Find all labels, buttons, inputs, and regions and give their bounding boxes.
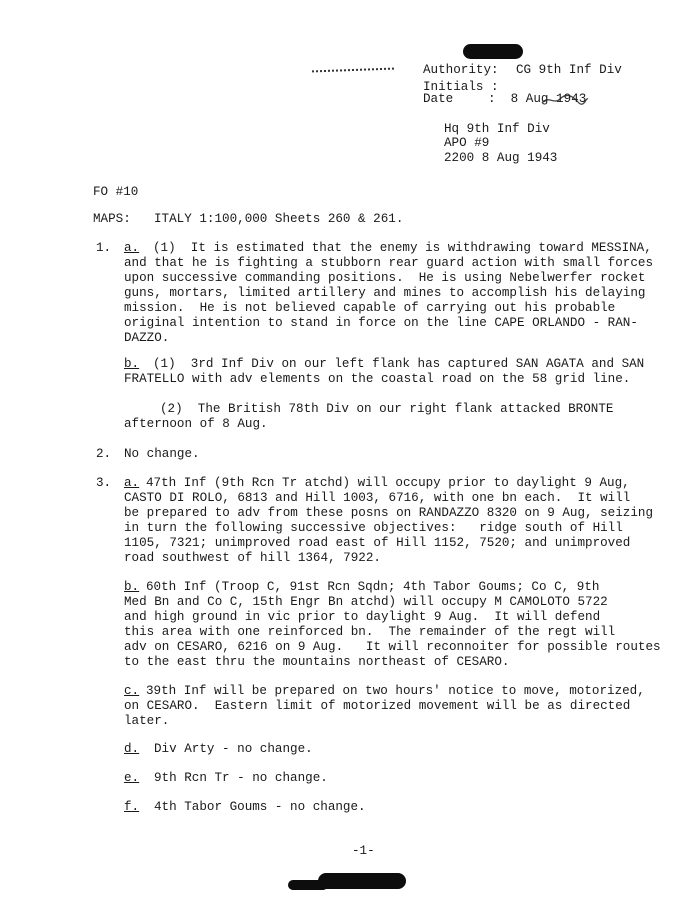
para-3-number: 3. <box>96 476 112 490</box>
para-1a-letter: a. <box>124 241 140 255</box>
para-1b2-line: (2) The British 78th Div on our right flank attacked BRONTE <box>160 402 614 416</box>
authority-label: Authority: <box>423 63 499 77</box>
para-3c-line: on CESARO. Eastern limit of motorized movement will be as directed <box>124 699 631 713</box>
para-3b-line: to the east thru the mountains northeast of CESARO. <box>124 655 510 669</box>
authority-value: CG 9th Inf Div <box>516 63 622 77</box>
para-3b-line: Med Bn and Co C, 15th Engr Bn atchd) will occupy M CAMOLOTO 5722 <box>124 595 608 609</box>
redaction-mark-top <box>463 44 523 59</box>
initials-label: Initials : <box>423 80 499 94</box>
para-1a-line: upon successive commanding positions. He is using Nebelwerfer rocket <box>124 271 646 285</box>
para-3a-line: 1105, 7321; unimproved road east of Hill 1152, 7520; and unimproved <box>124 536 631 550</box>
para-1a-line: DAZZO. <box>124 331 170 345</box>
para-3d-text: Div Arty - no change. <box>154 742 313 756</box>
para-3c-letter: c. <box>124 684 140 698</box>
hq-line-1: Hq 9th Inf Div <box>444 122 550 136</box>
para-3a-line: CASTO DI ROLO, 6813 and Hill 1003, 6716, with one bn each. It will <box>124 491 631 505</box>
date-label: Date <box>423 92 454 106</box>
para-3f-text: 4th Tabor Goums - no change. <box>154 800 366 814</box>
para-1b-line: (1) 3rd Inf Div on our left flank has captured SAN AGATA and SAN <box>153 357 645 371</box>
hq-line-2: APO #9 <box>444 136 490 150</box>
para-3f-letter: f. <box>124 800 140 814</box>
para-1-number: 1. <box>96 241 112 255</box>
para-1b-line: FRATELLO with adv elements on the coastal road on the 58 grid line. <box>124 372 631 386</box>
para-1a-line: (1) It is estimated that the enemy is withdrawing toward MESSINA, <box>153 241 652 255</box>
para-3c-line: 39th Inf will be prepared on two hours' notice to move, motorized, <box>146 684 645 698</box>
para-1a-line: mission. He is not believed capable of carrying out his probable <box>124 301 616 315</box>
para-3a-letter: a. <box>124 476 140 490</box>
para-3b-line: adv on CESARO, 6216 on 9 Aug. It will reconnoiter for possible routes <box>124 640 661 654</box>
para-3a-line: be prepared to adv from these posns on RANDAZZO 8320 on 9 Aug, seizing <box>124 506 654 520</box>
para-1a-line: guns, mortars, limited artillery and mines to accomplish his delaying <box>124 286 646 300</box>
para-3c-line: later. <box>124 714 170 728</box>
para-2-text: No change. <box>124 447 200 461</box>
para-3d-letter: d. <box>124 742 140 756</box>
redaction-mark-bottom <box>318 873 406 889</box>
stamp-scribble <box>312 68 394 73</box>
para-3a-line: 47th Inf (9th Rcn Tr atchd) will occupy prior to daylight 9 Aug, <box>146 476 630 490</box>
para-1b-letter: b. <box>124 357 140 371</box>
para-3a-line: road southwest of hill 1364, 7922. <box>124 551 381 565</box>
para-3b-line: and high ground in vic prior to daylight 9 Aug. It will defend <box>124 610 601 624</box>
page-number: -1- <box>352 844 375 858</box>
date-value: : 8 Aug 1943 <box>488 92 587 106</box>
para-3b-letter: b. <box>124 580 140 594</box>
hq-line-3: 2200 8 Aug 1943 <box>444 151 558 165</box>
initials-signature <box>510 78 560 92</box>
para-3a-line: in turn the following successive objectives: ridge south of Hill <box>124 521 623 535</box>
para-3e-text: 9th Rcn Tr - no change. <box>154 771 328 785</box>
para-3e-letter: e. <box>124 771 140 785</box>
para-1b2-line: afternoon of 8 Aug. <box>124 417 268 431</box>
para-3b-line: 60th Inf (Troop C, 91st Rcn Sqdn; 4th Tabor Goums; Co C, 9th <box>146 580 600 594</box>
redaction-mark-bottom-tail <box>288 880 328 890</box>
para-1a-line: original intention to stand in force on the line CAPE ORLANDO - RAN- <box>124 316 638 330</box>
para-1a-line: and that he is fighting a stubborn rear guard action with small forces <box>124 256 654 270</box>
field-order-number: FO #10 <box>93 185 139 199</box>
maps-label: MAPS: <box>93 212 131 226</box>
maps-value: ITALY 1:100,000 Sheets 260 & 261. <box>154 212 404 226</box>
para-2-number: 2. <box>96 447 112 461</box>
para-3b-line: this area with one reinforced bn. The remainder of the regt will <box>124 625 616 639</box>
